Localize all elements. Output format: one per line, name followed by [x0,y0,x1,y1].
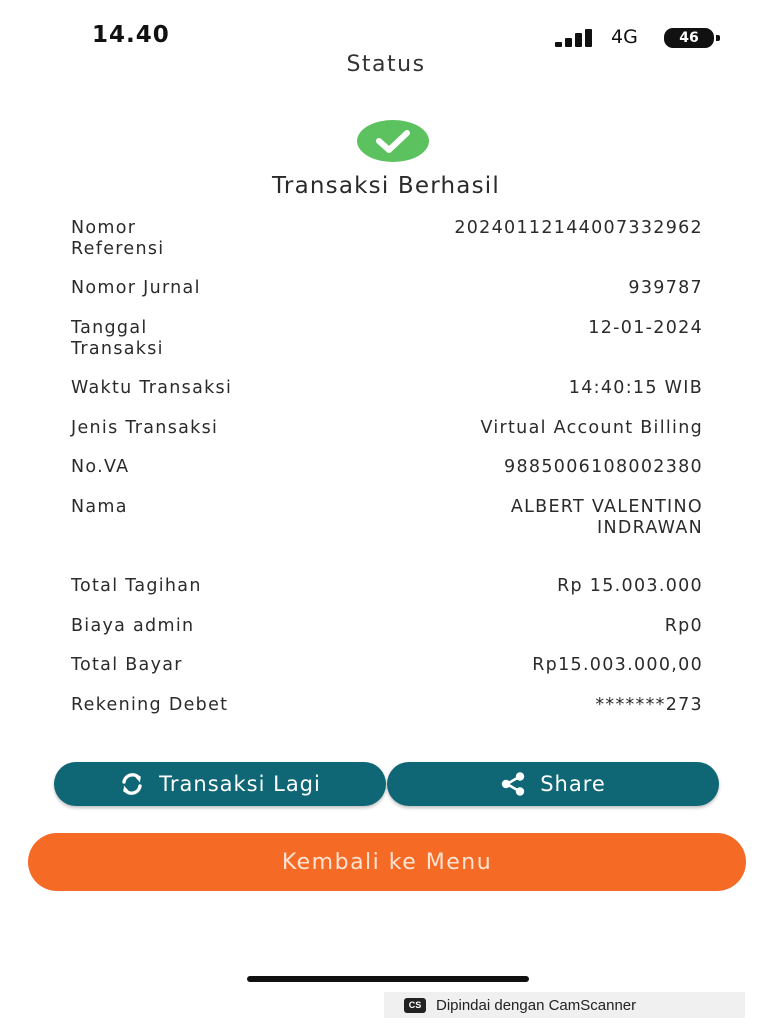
battery-tip [716,35,720,41]
detail-label: Jenis Transaksi [71,418,219,438]
checkmark-icon [357,120,429,162]
camscanner-text: Dipindai dengan CamScanner [436,996,637,1014]
detail-value: 9885006108002380 [504,457,703,477]
detail-value: 20240112144007332962 [454,218,703,238]
repeat-transaction-button[interactable] [54,762,386,806]
detail-label: Biaya admin [71,616,195,636]
detail-value: ALBERT VALENTINO INDRAWAN [510,497,703,538]
detail-label: Total Tagihan [71,576,202,596]
home-indicator[interactable] [247,976,529,982]
back-to-menu-label: Kembali ke Menu [281,849,493,875]
detail-label: Nomor Jurnal [71,278,201,298]
detail-row-total-paid [71,655,703,695]
detail-row-va [71,457,703,497]
signal-strength-icon [555,29,597,47]
status-bar [0,22,768,54]
detail-value: Rp15.003.000,00 [532,655,703,675]
detail-label: Rekening Debet [71,695,229,715]
detail-row-admin-fee [71,616,703,656]
success-title: Transaksi Berhasil [272,173,500,199]
share-icon [500,771,526,797]
detail-label: Total Bayar [71,655,183,675]
camscanner-logo-icon: CS [404,998,426,1013]
detail-row-journal [71,278,703,318]
network-type: 4G [611,26,638,48]
back-to-menu-button[interactable] [28,833,746,891]
detail-label: Waktu Transaksi [71,378,233,398]
repeat-transaction-label: Transaksi Lagi [159,772,321,796]
detail-row-name [71,497,703,537]
share-label: Share [540,772,606,796]
page-title: Status [346,52,426,77]
refresh-icon [119,771,145,797]
detail-value: 12-01-2024 [588,318,703,338]
detail-row-time [71,378,703,418]
share-button[interactable] [387,762,719,806]
detail-value: Rp0 [664,616,703,636]
detail-label: Nama [71,497,128,517]
battery-icon: 46 [664,28,714,48]
detail-value: *******273 [595,695,703,715]
detail-row-debit-account [71,695,703,735]
detail-row-total-bill [71,576,703,616]
detail-label: Tanggal Transaksi [71,318,164,359]
detail-value: 14:40:15 WIB [568,378,703,398]
clock: 14.40 [92,22,170,48]
detail-value: Rp 15.003.000 [557,576,703,596]
detail-value: 939787 [628,278,703,298]
detail-row-type [71,418,703,458]
detail-label: Nomor Referensi [71,218,165,259]
detail-value: Virtual Account Billing [480,418,703,438]
detail-label: No.VA [71,457,130,477]
detail-row-date [71,318,703,358]
detail-row-reference [71,218,703,258]
camscanner-watermark [384,992,745,1018]
